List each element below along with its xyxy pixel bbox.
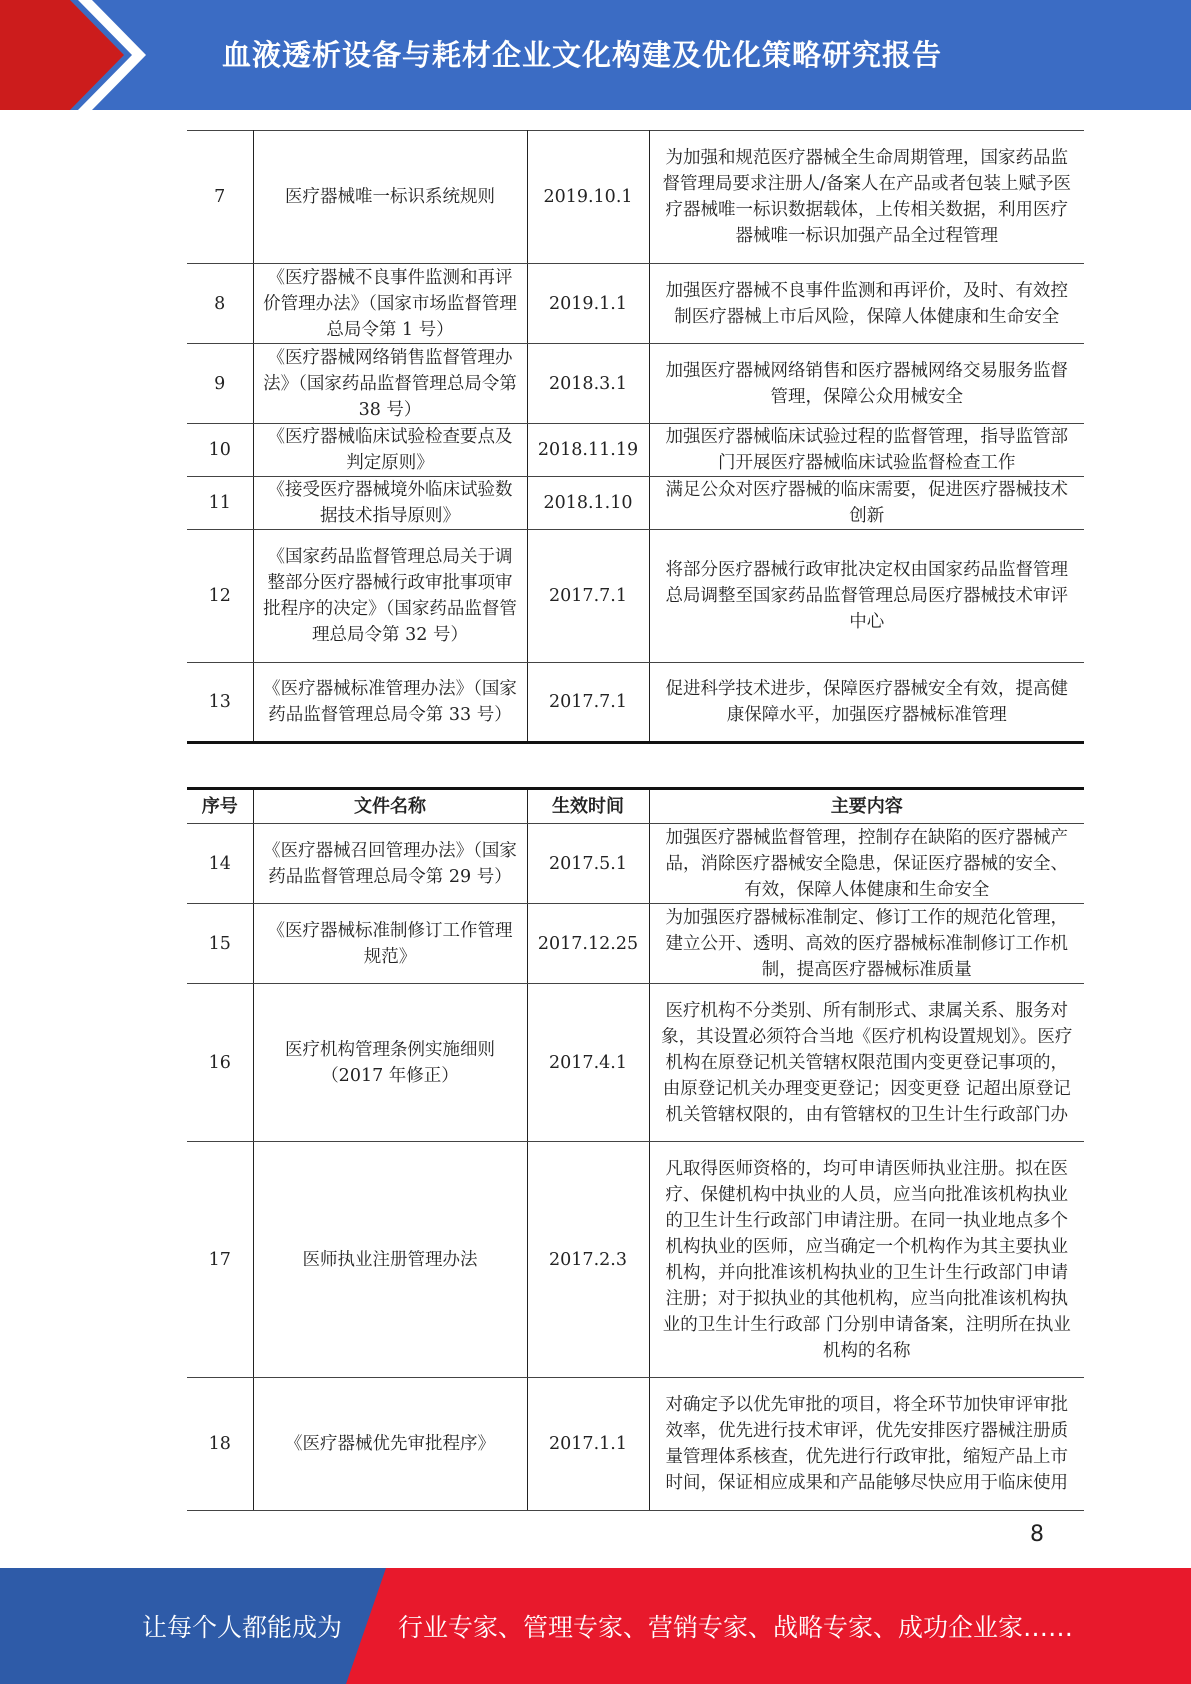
row-number: 11 bbox=[187, 477, 253, 530]
document-name: 《医疗器械网络销售监督管理办法》（国家药品监督管理总局令第 38 号） bbox=[253, 344, 527, 424]
main-content: 为加强和规范医疗器械全生命周期管理，国家药品监督管理局要求注册人/备案人在产品或者包装上赋予医疗器械唯一标识数据载体，上传相关数据，利用医疗器械唯一标识加强产品全过程管理 bbox=[649, 131, 1084, 264]
report-title: 血液透析设备与耗材企业文化构建及优化策略研究报告 bbox=[222, 38, 943, 72]
table-row bbox=[187, 424, 1084, 477]
main-content: 加强医疗器械临床试验过程的监督管理，指导监管部门开展医疗器械临床试验监督检查工作 bbox=[649, 424, 1084, 477]
document-name: 《医疗器械优先审批程序》 bbox=[253, 1378, 527, 1511]
table-row bbox=[187, 530, 1084, 663]
footer-slogan-lead: 让每个人都能成为 bbox=[142, 1613, 343, 1642]
effective-date: 2018.1.10 bbox=[527, 477, 649, 530]
document-name: 《接受医疗器械境外临床试验数据技术指导原则》 bbox=[253, 477, 527, 530]
table-row bbox=[187, 264, 1084, 344]
effective-date: 2018.11.19 bbox=[527, 424, 649, 477]
row-number: 14 bbox=[187, 824, 253, 904]
row-number: 12 bbox=[187, 530, 253, 663]
page-footer bbox=[0, 1568, 1191, 1684]
document-name: 《医疗器械不良事件监测和再评价管理办法》（国家市场监督管理总局令第 1 号） bbox=[253, 264, 527, 344]
effective-date: 2017.5.1 bbox=[527, 824, 649, 904]
column-header-date: 生效时间 bbox=[527, 789, 649, 824]
effective-date: 2017.2.3 bbox=[527, 1142, 649, 1378]
table-row bbox=[187, 344, 1084, 424]
effective-date: 2017.1.1 bbox=[527, 1378, 649, 1511]
row-number: 13 bbox=[187, 663, 253, 743]
regulations-table bbox=[187, 787, 1084, 1511]
main-content: 促进科学技术进步，保障医疗器械安全有效，提高健康保障水平，加强医疗器械标准管理 bbox=[649, 663, 1084, 743]
table-row bbox=[187, 904, 1084, 984]
effective-date: 2018.3.1 bbox=[527, 344, 649, 424]
row-number: 10 bbox=[187, 424, 253, 477]
document-name: 《医疗器械召回管理办法》（国家药品监督管理总局令第 29 号） bbox=[253, 824, 527, 904]
table-row bbox=[187, 477, 1084, 530]
main-content: 对确定予以优先审批的项目，将全环节加快审评审批效率，优先进行技术审评，优先安排医疗器械注册质量管理体系核查，优先进行行政审批，缩短产品上市时间，保证相应成果和产品能够尽快应用于临床使用 bbox=[649, 1378, 1084, 1511]
main-content: 将部分医疗器械行政审批决定权由国家药品监督管理总局调整至国家药品监督管理总局医疗器械技术审评中心 bbox=[649, 530, 1084, 663]
document-name: 医师执业注册管理办法 bbox=[253, 1142, 527, 1378]
document-name: 医疗器械唯一标识系统规则 bbox=[253, 131, 527, 264]
document-name: 《医疗器械临床试验检查要点及判定原则》 bbox=[253, 424, 527, 477]
footer-slogan-list: 行业专家、管理专家、营销专家、战略专家、成功企业家…… bbox=[398, 1613, 1074, 1642]
document-name: 医疗机构管理条例实施细则（2017 年修正） bbox=[253, 984, 527, 1142]
main-content: 医疗机构不分类别、所有制形式、隶属关系、服务对象，其设置必须符合当地《医疗机构设置规划》。医疗机构在原登记机关管辖权限范围内变更登记事项的，由原登记机关办理变更登记；因变更登 记超出原登记机关管辖权限的，由有管辖权的卫生计生行政部门办 bbox=[649, 984, 1084, 1142]
main-content: 凡取得医师资格的，均可申请医师执业注册。拟在医疗、保健机构中执业的人员，应当向批准该机构执业的卫生计生行政部门申请注册。在同一执业地点多个机构执业的医师，应当确定一个机构作为其主要执业机构，并向批准该机构执业的卫生计生行政部门申请注册；对于拟执业的其他机构，应当向批准该机构执业的卫生计生行政部 门分别申请备案，注明所在执业机构的名称 bbox=[649, 1142, 1084, 1378]
effective-date: 2017.4.1 bbox=[527, 984, 649, 1142]
main-content: 为加强医疗器械标准制定、修订工作的规范化管理，建立公开、透明、高效的医疗器械标准制修订工作机制，提高医疗器械标准质量 bbox=[649, 904, 1084, 984]
table-header-row bbox=[187, 789, 1084, 824]
table-row bbox=[187, 663, 1084, 743]
main-content: 加强医疗器械网络销售和医疗器械网络交易服务监督管理，保障公众用械安全 bbox=[649, 344, 1084, 424]
column-header-number: 序号 bbox=[187, 789, 253, 824]
row-number: 7 bbox=[187, 131, 253, 264]
row-number: 15 bbox=[187, 904, 253, 984]
column-header-name: 文件名称 bbox=[253, 789, 527, 824]
document-name: 《国家药品监督管理总局关于调整部分医疗器械行政审批事项审批程序的决定》（国家药品监督管理总局令第 32 号） bbox=[253, 530, 527, 663]
row-number: 8 bbox=[187, 264, 253, 344]
page-number: 8 bbox=[1030, 1522, 1044, 1547]
table-row bbox=[187, 1378, 1084, 1511]
main-content: 满足公众对医疗器械的临床需要，促进医疗器械技术创新 bbox=[649, 477, 1084, 530]
regulations-table-continued bbox=[187, 130, 1084, 744]
row-number: 16 bbox=[187, 984, 253, 1142]
row-number: 9 bbox=[187, 344, 253, 424]
row-number: 17 bbox=[187, 1142, 253, 1378]
document-name: 《医疗器械标准管理办法》（国家药品监督管理总局令第 33 号） bbox=[253, 663, 527, 743]
effective-date: 2019.1.1 bbox=[527, 264, 649, 344]
effective-date: 2017.7.1 bbox=[527, 663, 649, 743]
effective-date: 2017.7.1 bbox=[527, 530, 649, 663]
table-row bbox=[187, 1142, 1084, 1378]
page-header bbox=[0, 0, 1191, 110]
main-content: 加强医疗器械不良事件监测和再评价，及时、有效控制医疗器械上市后风险，保障人体健康和生命安全 bbox=[649, 264, 1084, 344]
document-name: 《医疗器械标准制修订工作管理规范》 bbox=[253, 904, 527, 984]
main-content: 加强医疗器械监督管理，控制存在缺陷的医疗器械产品，消除医疗器械安全隐患，保证医疗器械的安全、有效，保障人体健康和生命安全 bbox=[649, 824, 1084, 904]
effective-date: 2019.10.1 bbox=[527, 131, 649, 264]
table-row bbox=[187, 131, 1084, 264]
table-row bbox=[187, 984, 1084, 1142]
table-row bbox=[187, 824, 1084, 904]
row-number: 18 bbox=[187, 1378, 253, 1511]
effective-date: 2017.12.25 bbox=[527, 904, 649, 984]
column-header-content: 主要内容 bbox=[649, 789, 1084, 824]
